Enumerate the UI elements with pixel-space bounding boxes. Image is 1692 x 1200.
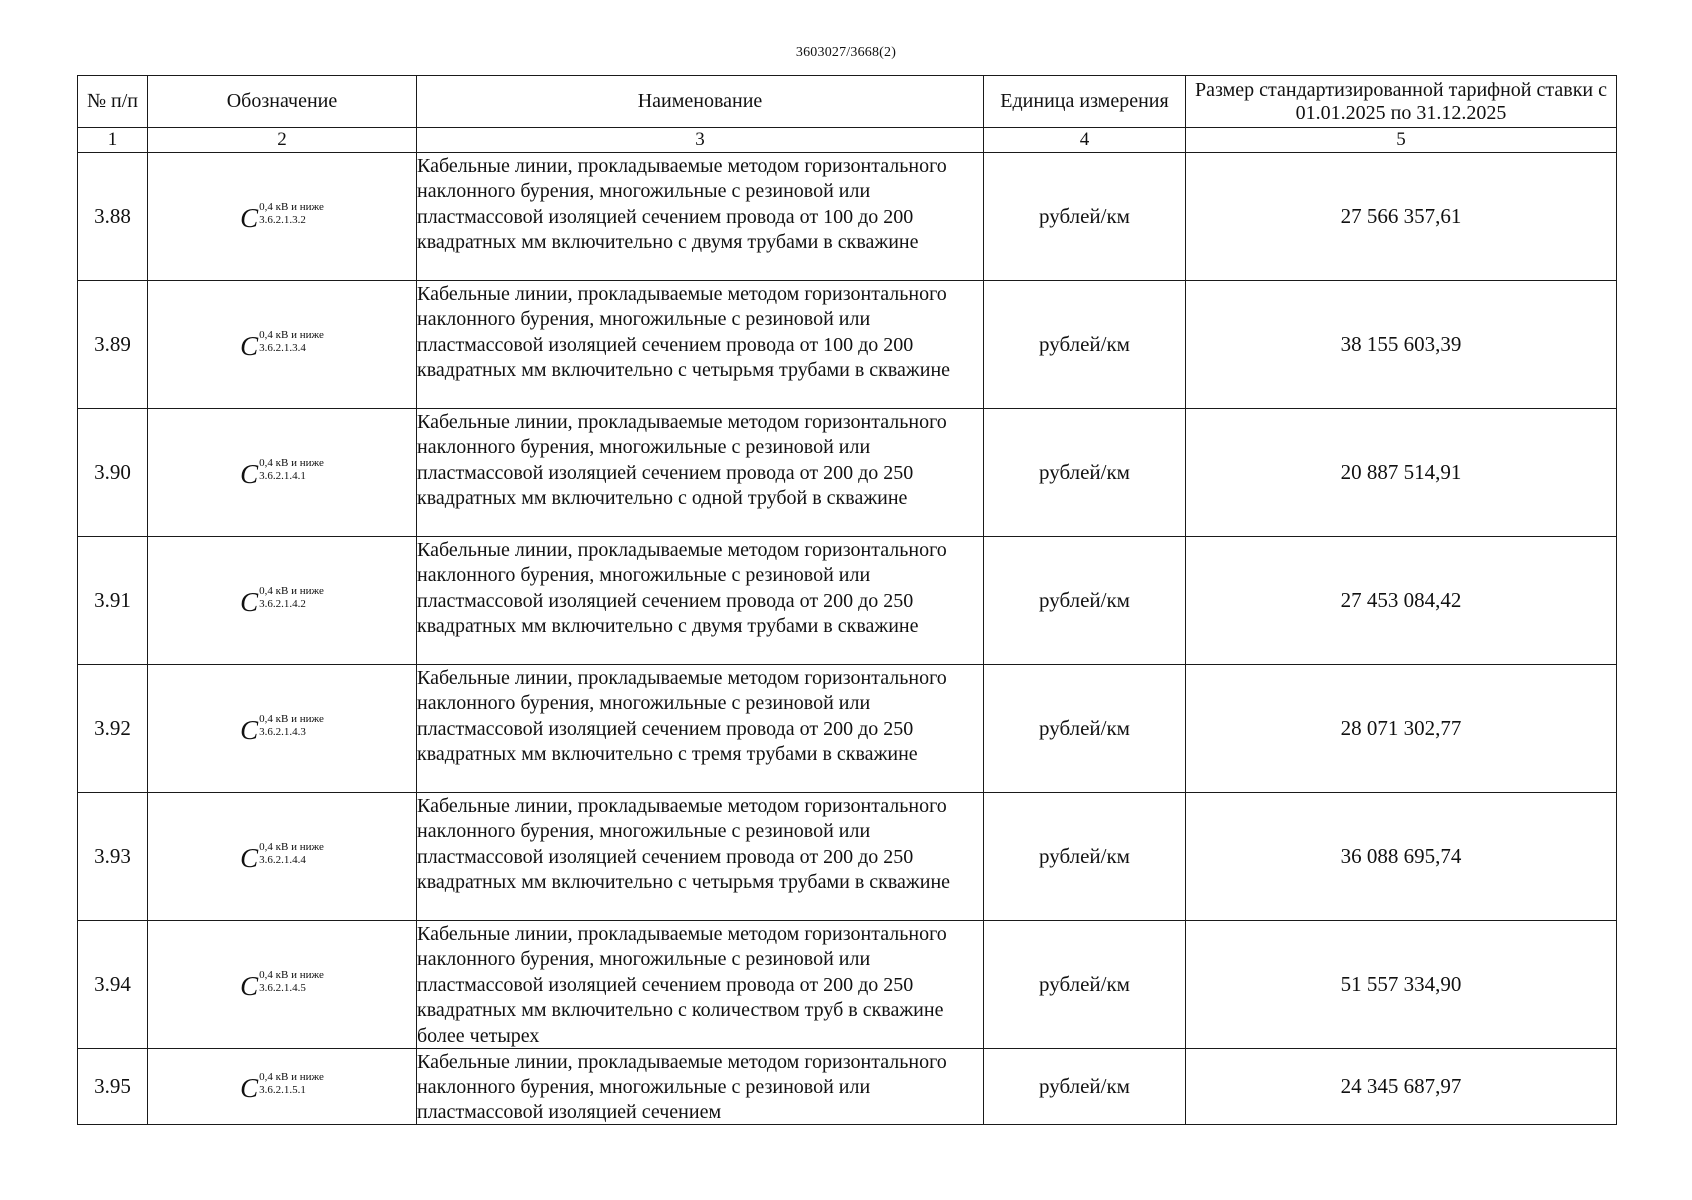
table-row: [78, 921, 1617, 1049]
table-header: [78, 76, 1617, 153]
table-row: [78, 1049, 1617, 1125]
row-unit: рублей/км: [984, 281, 1186, 409]
code-symbol: C: [240, 843, 259, 873]
table-row: [78, 153, 1617, 281]
row-rate: 27 566 357,61: [1186, 153, 1617, 281]
row-unit: рублей/км: [984, 793, 1186, 921]
code-superscript: 0,4 кВ и ниже: [259, 1071, 324, 1083]
row-number: 3.93: [78, 793, 148, 921]
table-row: [78, 409, 1617, 537]
table-row: [78, 665, 1617, 793]
header-row: [78, 76, 1617, 128]
code-subscript: 3.6.2.1.5.1: [259, 1084, 306, 1096]
code-symbol: C: [240, 1073, 259, 1103]
code-superscript: 0,4 кВ и ниже: [259, 457, 324, 469]
row-designation: [148, 1049, 417, 1125]
row-number: 3.88: [78, 153, 148, 281]
row-designation: [148, 921, 417, 1049]
column-number: 1: [78, 128, 148, 153]
row-rate: 20 887 514,91: [1186, 409, 1617, 537]
header-num: № п/п: [78, 76, 148, 128]
row-unit: рублей/км: [984, 921, 1186, 1049]
row-name-text: Кабельные линии, прокладываемые методом горизонтального наклонного бурения, многожильные с резиновой или пластмассовой изоляцией сечением провода от 200 до 250 квадратных мм включительно с одной трубой в скважине: [417, 411, 947, 510]
row-name: [417, 1049, 984, 1125]
designation-code: [240, 841, 324, 872]
row-name-text: Кабельные линии, прокладываемые методом горизонтального наклонного бурения, многожильные с резиновой или пластмассовой изоляцией сечением провода от 200 до 250 квадратных мм включительно с тремя трубами в скважине: [417, 667, 947, 766]
row-rate: 38 155 603,39: [1186, 281, 1617, 409]
row-number: 3.90: [78, 409, 148, 537]
row-name-text: Кабельные линии, прокладываемые методом горизонтального наклонного бурения, многожильные с резиновой или пластмассовой изоляцией сечением провода от 200 до 250 квадратных мм включительно с количеством труб в скважине более четырех: [417, 923, 947, 1047]
header-unit: Единица измерения: [984, 76, 1186, 128]
table-row: [78, 281, 1617, 409]
column-number: 4: [984, 128, 1186, 153]
designation-code: [240, 969, 324, 1000]
header-name: Наименование: [417, 76, 984, 128]
code-symbol: C: [240, 203, 259, 233]
row-name-text: Кабельные линии, прокладываемые методом горизонтального наклонного бурения, многожильные с резиновой или пластмассовой изоляцией сечением провода от 200 до 250 квадратных мм включительно с четырьмя трубами в скважине: [417, 795, 951, 894]
row-number: 3.95: [78, 1049, 148, 1125]
row-name: [417, 153, 984, 281]
code-subscript: 3.6.2.1.4.2: [259, 598, 306, 610]
column-number: 5: [1186, 128, 1617, 153]
code-subscript: 3.6.2.1.3.2: [259, 214, 306, 226]
row-number: 3.91: [78, 537, 148, 665]
code-superscript: 0,4 кВ и ниже: [259, 585, 324, 597]
code-subscript: 3.6.2.1.4.3: [259, 726, 306, 738]
code-symbol: C: [240, 971, 259, 1001]
designation-code: [240, 457, 324, 488]
row-unit: рублей/км: [984, 665, 1186, 793]
code-symbol: C: [240, 459, 259, 489]
row-designation: [148, 537, 417, 665]
row-rate: 36 088 695,74: [1186, 793, 1617, 921]
row-name-text: Кабельные линии, прокладываемые методом горизонтального наклонного бурения, многожильные с резиновой или пластмассовой изоляцией сечением провода от 100 до 200 квадратных мм включительно с двумя трубами в скважине: [417, 155, 947, 254]
designation-code: [240, 713, 324, 744]
row-number: 3.94: [78, 921, 148, 1049]
tariff-table: [77, 75, 1617, 1125]
row-designation: [148, 793, 417, 921]
designation-code: [240, 585, 324, 616]
designation-code: [240, 201, 324, 232]
row-rate: 51 557 334,90: [1186, 921, 1617, 1049]
code-symbol: C: [240, 587, 259, 617]
row-rate: 24 345 687,97: [1186, 1049, 1617, 1125]
code-subscript: 3.6.2.1.3.4: [259, 342, 306, 354]
row-number: 3.89: [78, 281, 148, 409]
code-subscript: 3.6.2.1.4.4: [259, 854, 306, 866]
designation-code: [240, 1071, 324, 1102]
row-name: [417, 921, 984, 1049]
table-row: [78, 537, 1617, 665]
row-rate: 27 453 084,42: [1186, 537, 1617, 665]
row-unit: рублей/км: [984, 409, 1186, 537]
row-name-text: Кабельные линии, прокладываемые методом горизонтального наклонного бурения, многожильные с резиновой или пластмассовой изоляцией сечением: [417, 1050, 947, 1124]
column-number-row: [78, 128, 1617, 153]
row-unit: рублей/км: [984, 537, 1186, 665]
row-unit: рублей/км: [984, 1049, 1186, 1125]
code-subscript: 3.6.2.1.4.5: [259, 982, 306, 994]
code-superscript: 0,4 кВ и ниже: [259, 329, 324, 341]
code-symbol: C: [240, 715, 259, 745]
row-name-text: Кабельные линии, прокладываемые методом горизонтального наклонного бурения, многожильные с резиновой или пластмассовой изоляцией сечением провода от 100 до 200 квадратных мм включительно с четырьмя трубами в скважине: [417, 283, 951, 382]
code-subscript: 3.6.2.1.4.1: [259, 470, 306, 482]
row-designation: [148, 665, 417, 793]
table-row: [78, 793, 1617, 921]
row-name: [417, 537, 984, 665]
row-name: [417, 793, 984, 921]
column-number: 3: [417, 128, 984, 153]
row-unit: рублей/км: [984, 153, 1186, 281]
row-number: 3.92: [78, 665, 148, 793]
header-rate: Размер стандартизированной тарифной ставки с 01.01.2025 по 31.12.2025: [1186, 76, 1617, 128]
row-name-text: Кабельные линии, прокладываемые методом горизонтального наклонного бурения, многожильные с резиновой или пластмассовой изоляцией сечением провода от 200 до 250 квадратных мм включительно с двумя трубами в скважине: [417, 539, 947, 638]
table-body: [78, 153, 1617, 1125]
document-reference-number: 3603027/3668(2): [795, 45, 897, 60]
designation-code: [240, 329, 324, 360]
row-name: [417, 665, 984, 793]
row-designation: [148, 153, 417, 281]
row-name: [417, 281, 984, 409]
code-superscript: 0,4 кВ и ниже: [259, 713, 324, 725]
code-superscript: 0,4 кВ и ниже: [259, 841, 324, 853]
row-designation: [148, 281, 417, 409]
row-name: [417, 409, 984, 537]
header-designation: Обозначение: [148, 76, 417, 128]
code-superscript: 0,4 кВ и ниже: [259, 201, 324, 213]
row-rate: 28 071 302,77: [1186, 665, 1617, 793]
column-number: 2: [148, 128, 417, 153]
code-symbol: C: [240, 331, 259, 361]
code-superscript: 0,4 кВ и ниже: [259, 969, 324, 981]
row-designation: [148, 409, 417, 537]
